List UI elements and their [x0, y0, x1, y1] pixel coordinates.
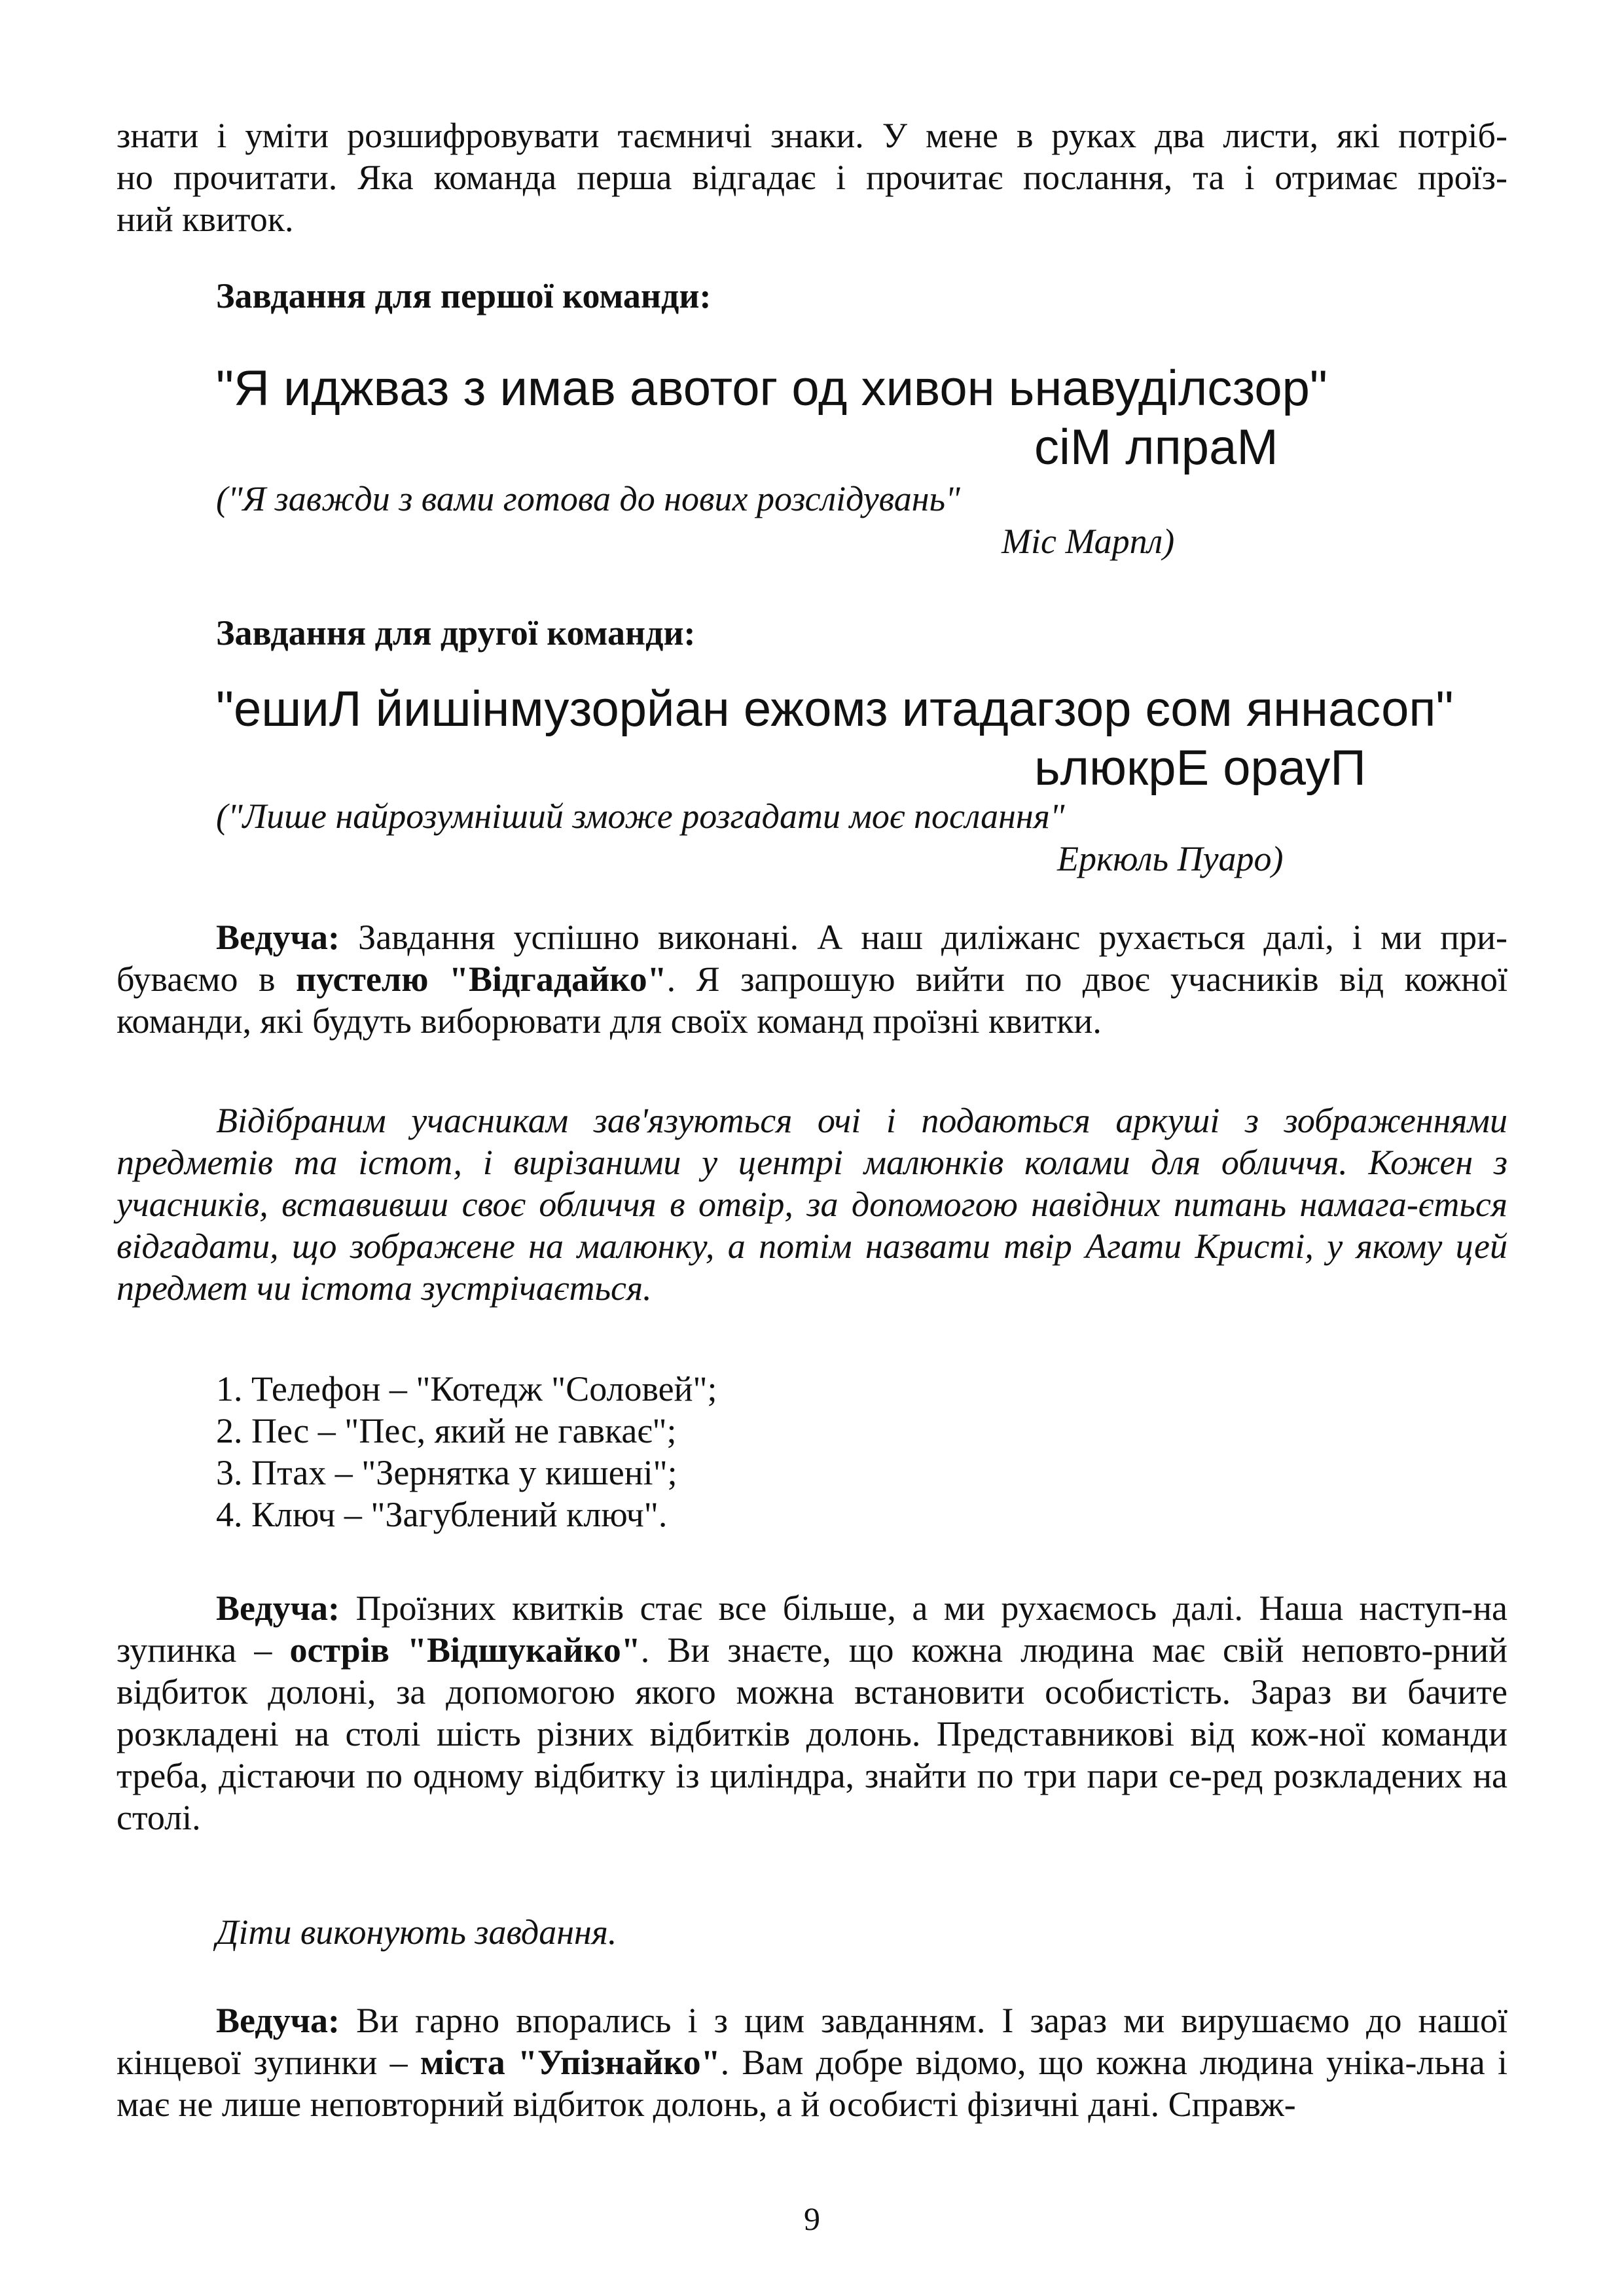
task2-translation-line1: ("Лише найрозумніший зможе розгадати моє послання": [216, 797, 1065, 836]
stage-direction-text: Діти виконують завдання.: [216, 1912, 617, 1952]
page-number: 9: [804, 2200, 820, 2237]
task2-translation-line2: Еркюль Пуаро): [1057, 839, 1284, 878]
paragraph-desert: [117, 916, 1507, 1042]
task2-heading: Завдання для другої команди:: [216, 613, 696, 653]
task1-cipher-line1: "Я иджваз з имав авотог од хивон ьнавуділсзор": [216, 361, 1327, 416]
list-item: 4. Ключ – "Загублений ключ".: [216, 1495, 668, 1534]
intro-line-1: знати і уміти розшифровувати таємничі знаки. У мене в руках два листи, які потріб-: [117, 116, 1507, 155]
task1-heading: Завдання для першої команди:: [216, 276, 712, 315]
task1-translation-line1: ("Я завжди з вами готова до нових розслідувань": [216, 479, 960, 518]
paragraph-text: Проїзних квитків стає все більше, а ми рухаємось далі. Наша наступ-на зупинка –: [117, 1588, 1507, 1670]
intro-line-3: ний квиток.: [117, 200, 294, 239]
paragraph-text: Завдання успішно виконані. А наш диліжанс рухається далі, і ми при-буваємо в: [117, 918, 1507, 999]
list-item: 3. Птах – "Зернятка у кишені";: [216, 1453, 677, 1492]
stage-direction-2: [117, 1911, 1507, 1953]
paragraph-text: . Вам добре відомо, що кожна людина уніка-льна і має не лише неповторний відбиток долонь, а й особисті фізичні дані. Справж-: [117, 2043, 1507, 2124]
paragraph-island: [117, 1587, 1507, 1839]
task2-cipher-line2: ьлюкрЕ орауП: [1034, 740, 1366, 796]
works-list: [216, 1368, 717, 1535]
list-item: 2. Пес – "Пес, який не гавкає";: [216, 1411, 677, 1450]
place-name: острів "Відшукайко": [289, 1630, 641, 1670]
stage-direction-1: [117, 1100, 1507, 1309]
speaker-label: Ведуча:: [216, 918, 340, 957]
speaker-label: Ведуча:: [216, 2001, 340, 2040]
paragraph-text: . Я запрошую вийти по двоє учасників від кожної команди, які будуть виборювати для своїх команд проїзні квитки.: [117, 960, 1507, 1041]
task2-cipher-line1: "ешиЛ йишінмузорйан ежомз итадагзор єом яннасоп": [216, 681, 1454, 737]
place-name: пустелю "Відгадайко": [296, 960, 667, 999]
intro-line-2: но прочитати. Яка команда перша відгадає і прочитає послання, та і отримає проїз-: [117, 158, 1507, 197]
paragraph-text: . Ви знаєте, що кожна людина має свій неповто-рний відбиток долоні, за допомогою якого можна встановити особистість. Зараз ви бачите розкладені на столі шість різних відбитків долонь. Представникові від кож-ної команди треба, дістаючи по одному відбитку із циліндра, знайти по три пари се-ред розкладених на столі.: [117, 1630, 1508, 1837]
task1-cipher-line2: сіМ лпраМ: [1034, 420, 1278, 475]
speaker-label: Ведуча:: [216, 1588, 340, 1628]
task1-translation-line2: Міс Марпл): [1001, 522, 1175, 561]
paragraph-city: [117, 2000, 1507, 2125]
intro-paragraph: [117, 115, 1507, 240]
list-item: 1. Телефон – "Котедж "Соловей";: [216, 1369, 717, 1408]
stage-direction-text: Відібраним учасникам зав'язуються очі і подаються аркуші з зображеннями предметів та істот, і вирізаними у центрі малюнків колами для обличчя. Кожен з учасників, вставивши своє обличчя в отвір, за допомогою навідних питань намага-ється відгадати, що зображене на малюнку, а потім назвати твір Агати Кристі, у якому цей предмет чи істота зустрічається.: [117, 1101, 1507, 1308]
place-name: міста "Упізнайко": [420, 2043, 721, 2082]
paragraph-text: Ви гарно впорались і з цим завданням. І зараз ми вирушаємо до нашої кінцевої зупинки –: [117, 2001, 1507, 2082]
